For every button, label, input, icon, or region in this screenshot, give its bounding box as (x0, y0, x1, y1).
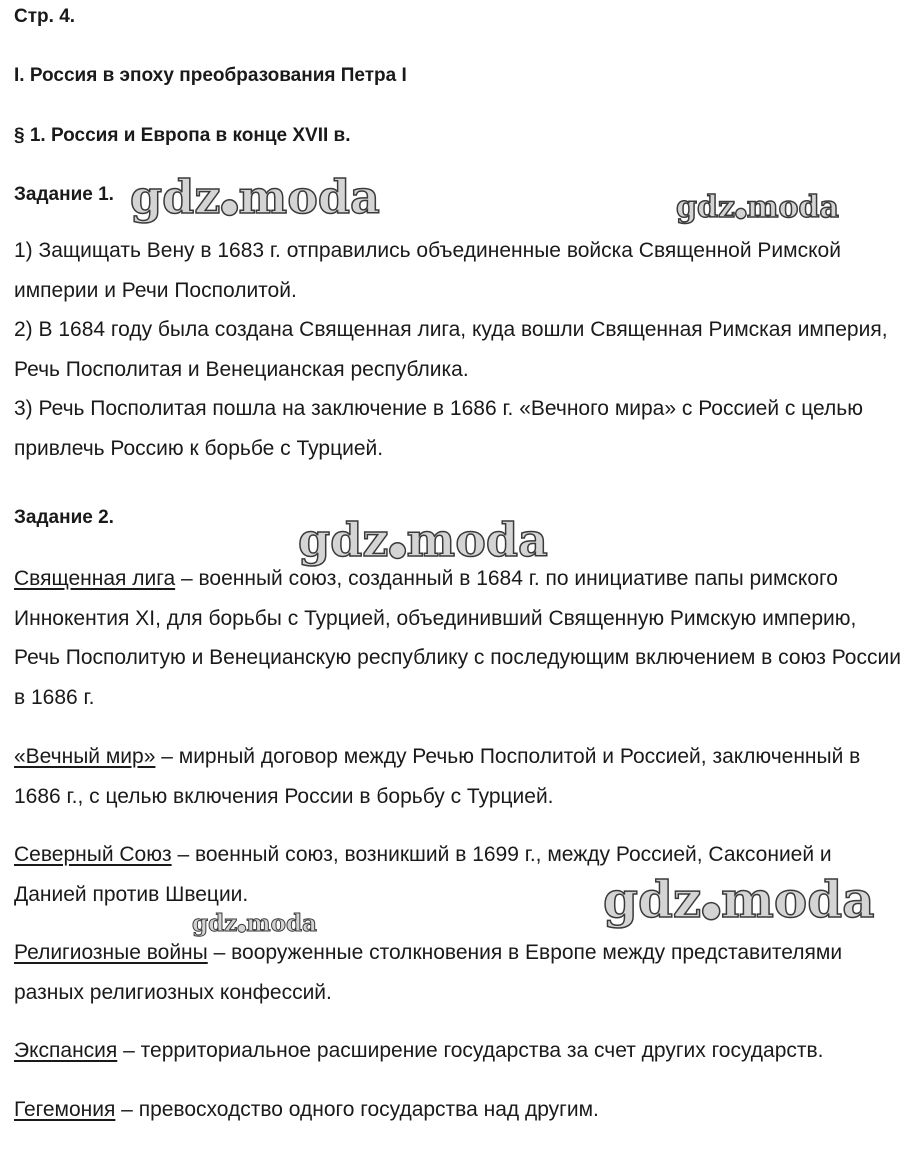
watermark-logo: gdz●moda (676, 190, 839, 225)
term-religious-wars: Религиозные войны (14, 941, 208, 964)
definition-religious-wars: – вооруженные столкновения в Европе между представителями разных религиозных конфессий. (14, 941, 843, 1004)
task1-item-1: 1) Защищать Вену в 1683 г. отправились объединенные войска Священной Римской империи и Речи Посполитой. (14, 239, 841, 302)
term-entry-religious-wars (14, 933, 904, 1012)
term-entry-hegemony (14, 1090, 904, 1130)
chapter-title: I. Россия в эпоху преобразования Петра I (14, 65, 407, 86)
section-title: § 1. Россия и Европа в конце XVII в. (14, 125, 351, 146)
term-expansion: Экспансия (14, 1039, 118, 1062)
term-eternal-peace: «Вечный мир» (14, 745, 156, 768)
definition-northern-union: – военный союз, возникший в 1699 г., между Россией, Саксонией и Данией против Швеции. (14, 843, 832, 906)
term-entry-eternal-peace (14, 737, 904, 816)
watermark-logo: gdz●moda (298, 513, 548, 567)
term-hegemony: Гегемония (14, 1098, 116, 1121)
watermark-logo: gdz●moda (603, 870, 875, 929)
watermark-logo: gdz●moda (192, 910, 317, 937)
task1-item-3: 3) Речь Посполитая пошла на заключение в 1686 г. «Вечного мира» с Россией с целью привлечь Россию к борьбе с Турцией. (14, 397, 863, 460)
term-entry-northern-union (14, 835, 904, 914)
task1-item-2: 2) В 1684 году была создана Священная лига, куда вошли Священная Римская империя, Речь Посполитая и Венецианская республика. (14, 318, 888, 381)
task1-title: Задание 1. (14, 184, 114, 205)
term-entry-expansion (14, 1031, 904, 1071)
term-northern-union: Северный Союз (14, 843, 172, 866)
definition-hegemony: – превосходство одного государства над другим. (115, 1098, 599, 1121)
definition-holy-league: – военный союз, созданный в 1684 г. по инициативе папы римского Иннокентия XI, для борьбы с Турцией, объединивший Священную Римскую империю, Речь Посполитую и Венецианскую республику с последующим включением в союз России в 1686 г. (14, 567, 901, 709)
page-label: Стр. 4. (14, 6, 76, 27)
definition-expansion: – территориальное расширение государства за счет других государств. (117, 1039, 824, 1062)
term-entry-holy-league (14, 559, 904, 717)
definition-eternal-peace: – мирный договор между Речью Посполитой и Россией, заключенный в 1686 г., с целью включения России в борьбу с Турцией. (14, 745, 861, 808)
watermark-logo: gdz●moda (130, 170, 380, 224)
term-holy-league: Священная лига (14, 567, 176, 590)
task2-title: Задание 2. (14, 507, 114, 528)
